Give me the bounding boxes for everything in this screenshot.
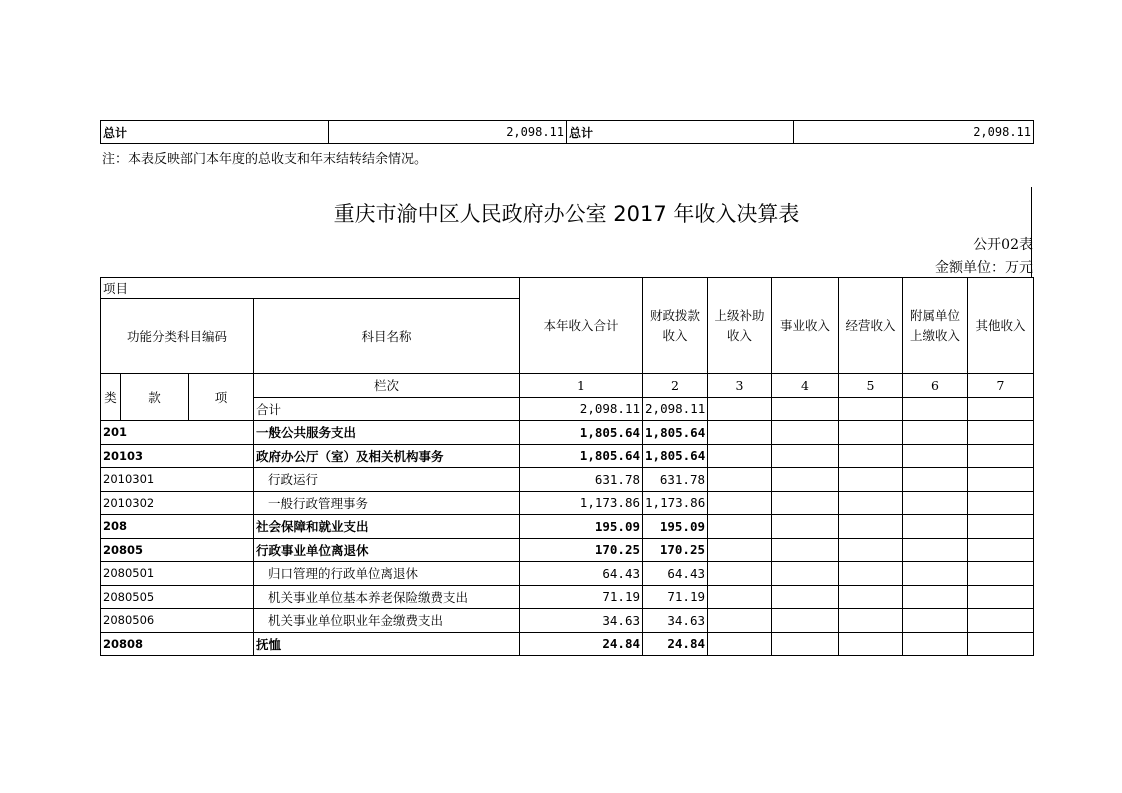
row-total: 631.78 [520,468,643,492]
form-number: 公开02表 [973,237,1033,253]
header-row-project [101,278,1034,299]
table-row [101,609,1034,633]
row-name: 机关事业单位基本养老保险缴费支出 [254,585,520,609]
row-code: 20808 [101,632,254,656]
row-total: 34.63 [520,609,643,633]
summary-left-value: 2,098.11 [329,121,567,144]
table-row [101,444,1034,468]
row-code: 201 [101,421,254,445]
row-total: 195.09 [520,515,643,539]
col-num: 1 [520,374,643,398]
row-fiscal: 24.84 [643,632,708,656]
header-func-code: 功能分类科目编码 [101,299,254,374]
row-total: 170.25 [520,538,643,562]
header-superior: 上级补助收入 [708,278,772,374]
page-title: 重庆市渝中区人民政府办公室 2017 年收入决算表 [333,202,800,226]
row-total: 64.43 [520,562,643,586]
row-name: 行政运行 [254,468,520,492]
income-table [100,277,1034,656]
table-row [101,632,1034,656]
table-row [101,421,1034,445]
row-code: 208 [101,515,254,539]
header-affiliated: 附属单位上缴收入 [903,278,968,374]
table-note: 注：本表反映部门本年度的总收支和年末结转结余情况。 [102,152,428,167]
col-num: 7 [968,374,1034,398]
col-num: 5 [839,374,903,398]
header-row-column-no [101,374,1034,398]
table-row [101,562,1034,586]
summary-table [100,120,1034,144]
row-fiscal: 1,173.86 [643,491,708,515]
col-num: 3 [708,374,772,398]
col-num: 4 [772,374,839,398]
header-lei: 类 [101,374,121,421]
row-name: 抚恤 [254,632,520,656]
row-code: 20805 [101,538,254,562]
row-name: 机关事业单位职业年金缴费支出 [254,609,520,633]
header-column-no: 栏次 [254,374,520,398]
col-num: 2 [643,374,708,398]
table-row [101,538,1034,562]
row-total: 1,173.86 [520,491,643,515]
row-name: 归口管理的行政单位离退休 [254,562,520,586]
row-total: 24.84 [520,632,643,656]
summary-left-label: 总计 [101,121,329,144]
row-fiscal: 170.25 [643,538,708,562]
header-other: 其他收入 [968,278,1034,374]
row-fiscal: 71.19 [643,585,708,609]
header-xiang: 项 [189,374,254,421]
header-kuan: 款 [121,374,189,421]
row-fiscal: 2,098.11 [643,397,708,421]
table-row [101,491,1034,515]
row-name: 合计 [254,397,520,421]
row-total: 71.19 [520,585,643,609]
row-total: 1,805.64 [520,421,643,445]
row-code: 2080501 [101,562,254,586]
table-row [101,585,1034,609]
row-fiscal: 195.09 [643,515,708,539]
row-code: 2010302 [101,491,254,515]
col-num: 6 [903,374,968,398]
row-name: 行政事业单位离退休 [254,538,520,562]
row-fiscal: 1,805.64 [643,421,708,445]
header-project: 项目 [101,278,520,299]
row-name: 一般行政管理事务 [254,491,520,515]
row-fiscal: 64.43 [643,562,708,586]
row-code: 2080506 [101,609,254,633]
table-row [101,515,1034,539]
row-fiscal: 1,805.64 [643,444,708,468]
table-row [101,468,1034,492]
row-total: 1,805.64 [520,444,643,468]
summary-right-value: 2,098.11 [794,121,1034,144]
header-total-income: 本年收入合计 [520,278,643,374]
row-code: 20103 [101,444,254,468]
row-total: 2,098.11 [520,397,643,421]
row-fiscal: 34.63 [643,609,708,633]
header-business: 事业收入 [772,278,839,374]
header-subject-name: 科目名称 [254,299,520,374]
row-name: 社会保障和就业支出 [254,515,520,539]
row-code: 2010301 [101,468,254,492]
row-name: 政府办公厅（室）及相关机构事务 [254,444,520,468]
summary-right-label: 总计 [567,121,794,144]
header-fiscal: 财政拨款收入 [643,278,708,374]
amount-unit: 金额单位：万元 [935,260,1033,276]
row-fiscal: 631.78 [643,468,708,492]
summary-row [101,121,1034,144]
header-operating: 经营收入 [839,278,903,374]
row-name: 一般公共服务支出 [254,421,520,445]
row-code: 2080505 [101,585,254,609]
